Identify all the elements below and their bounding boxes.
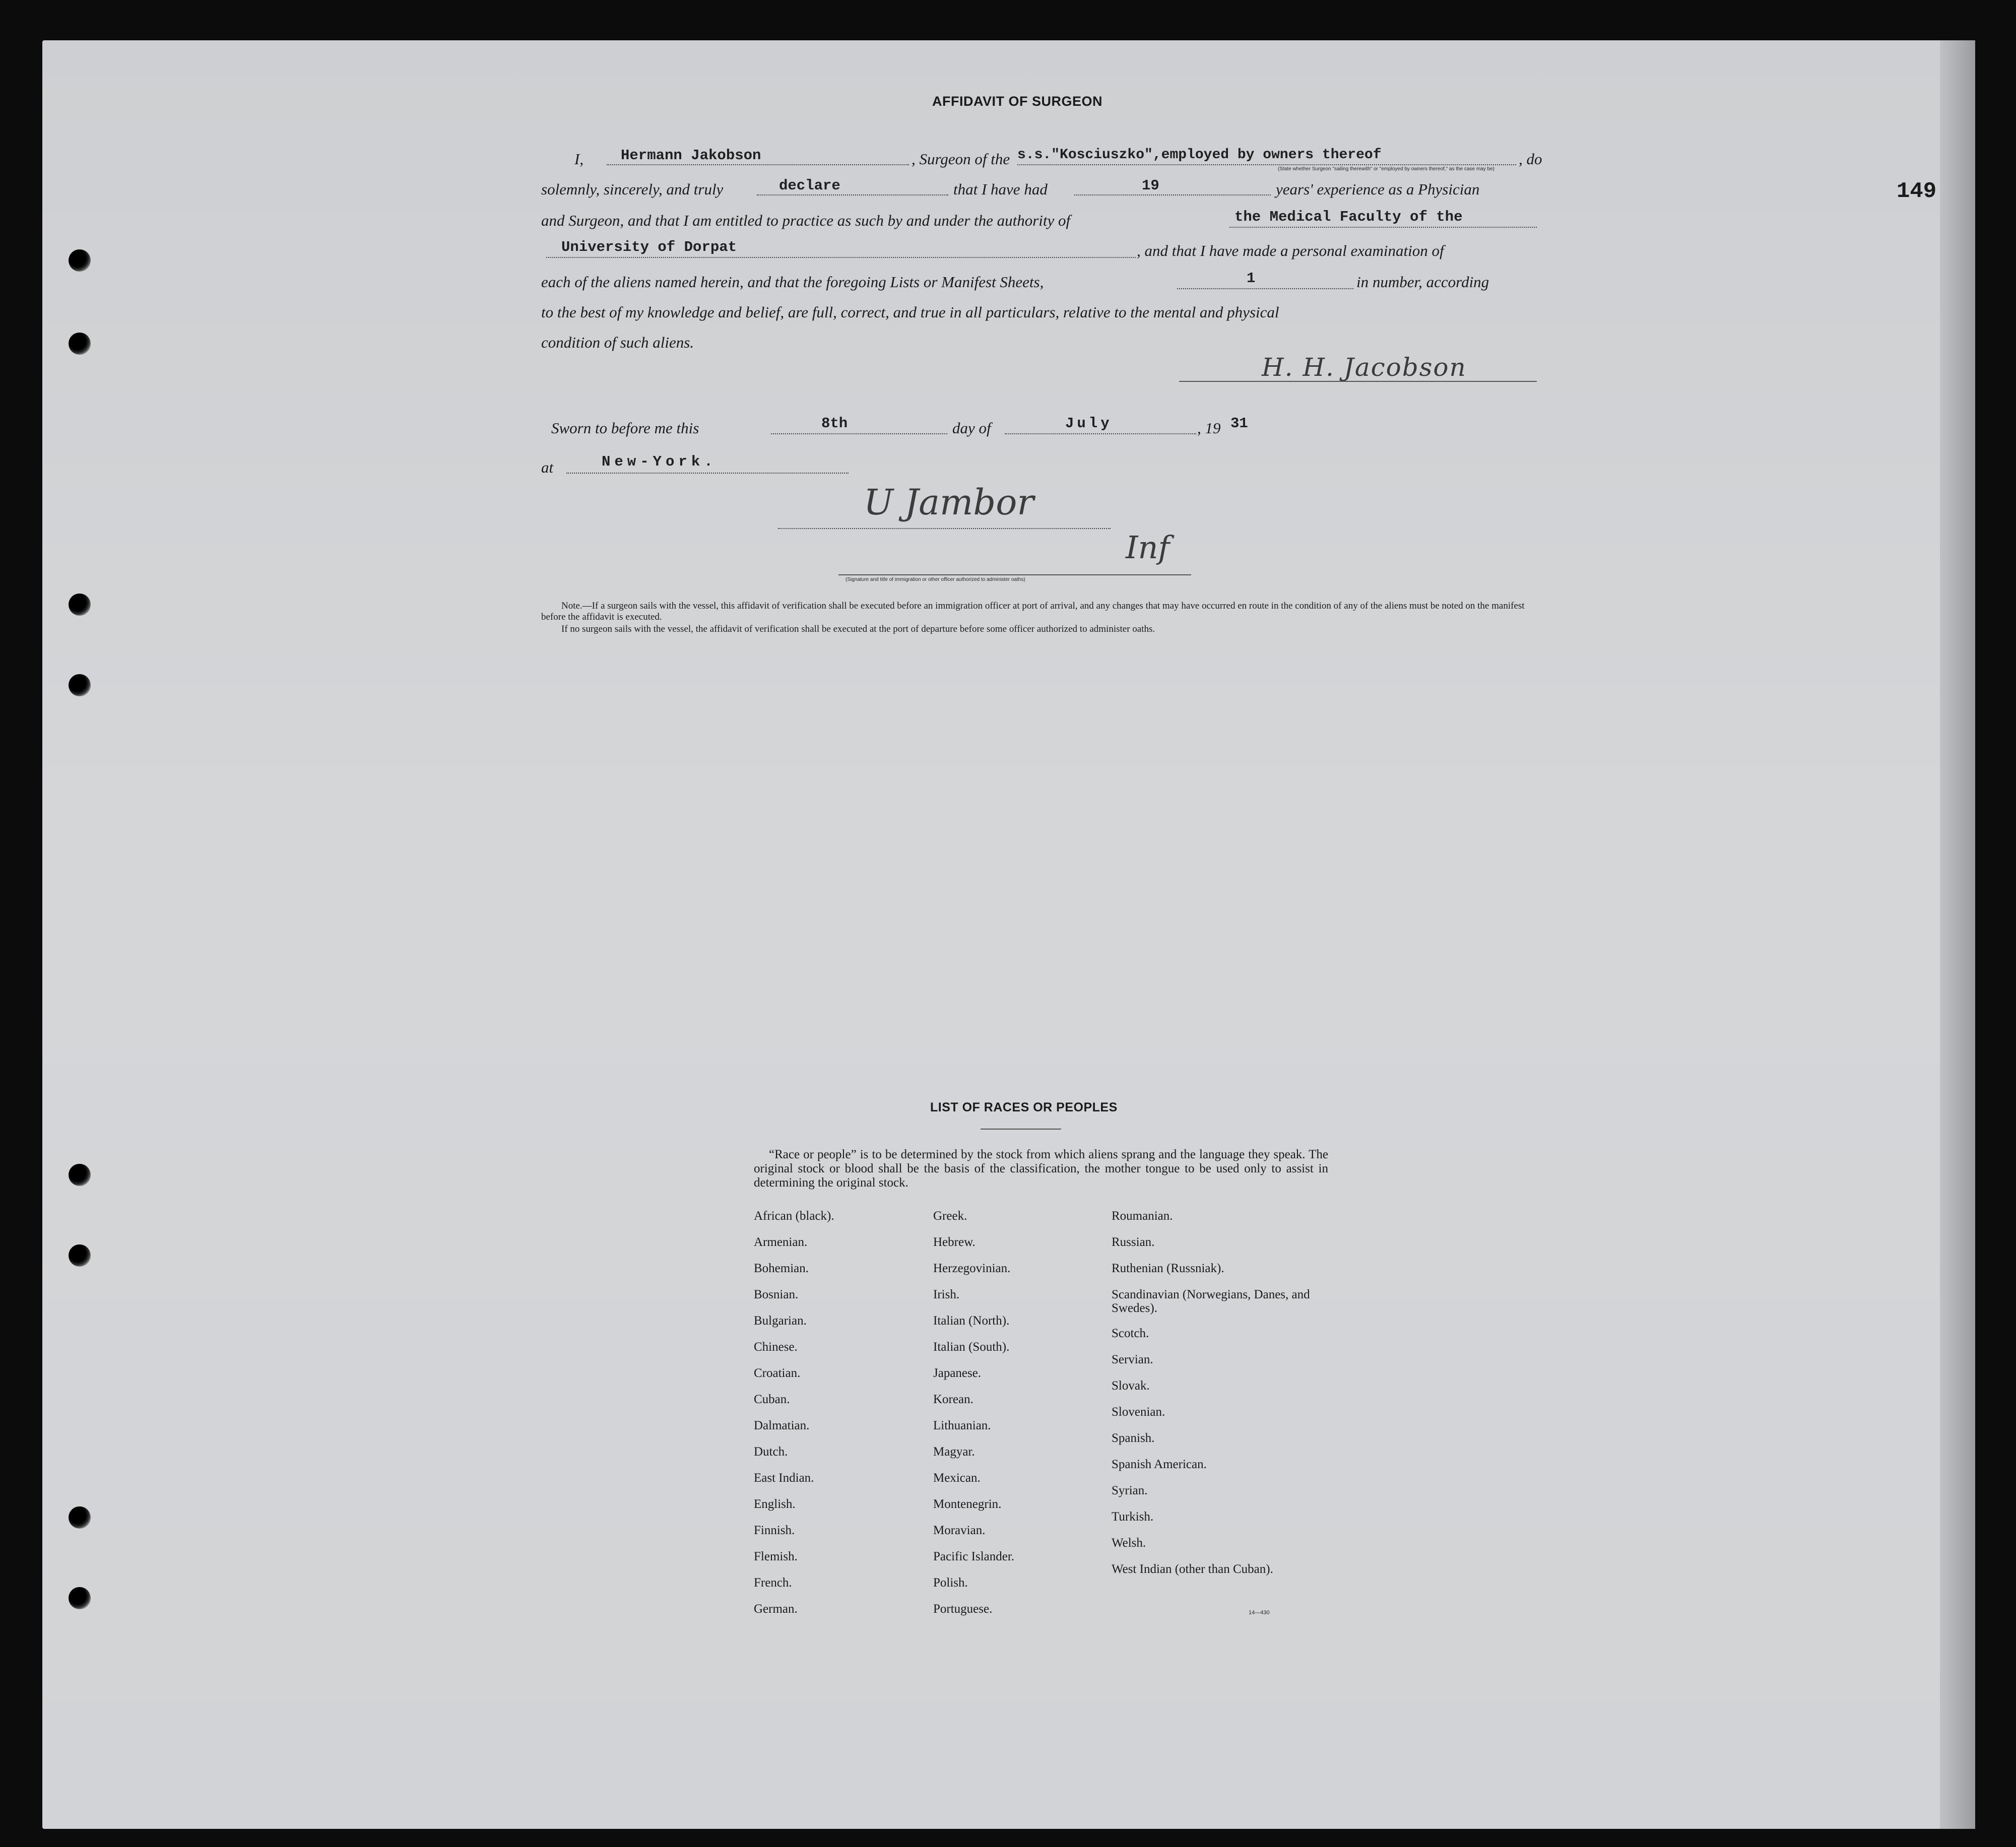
race-item: Dutch. bbox=[754, 1445, 788, 1459]
race-item: Syrian. bbox=[1112, 1484, 1148, 1497]
ship-name: s.s."Kosciuszko",employed by owners thereof bbox=[1017, 147, 1382, 163]
surgeon-signature: H. H. Jacobson bbox=[1262, 353, 1467, 382]
label-in-number: in number, according bbox=[1356, 273, 1489, 291]
race-item: Greek. bbox=[933, 1209, 967, 1223]
officer-signature: U Jambor bbox=[864, 482, 1034, 523]
sworn-place: New-York. bbox=[602, 453, 717, 470]
race-item: Spanish. bbox=[1112, 1431, 1155, 1445]
punch-hole bbox=[69, 1506, 91, 1529]
punch-hole bbox=[69, 1244, 91, 1267]
race-item: Pacific Islander. bbox=[933, 1550, 1015, 1563]
fill-line bbox=[757, 194, 948, 195]
authority-line1: the Medical Faculty of the bbox=[1234, 209, 1463, 225]
label-sworn: Sworn to before me this bbox=[551, 419, 699, 437]
sworn-day: 8th bbox=[821, 415, 848, 432]
years-experience: 19 bbox=[1142, 177, 1159, 194]
fill-line bbox=[607, 164, 909, 165]
races-column-1 bbox=[754, 1209, 920, 1628]
race-item: Russian. bbox=[1112, 1235, 1155, 1249]
fill-line bbox=[546, 257, 1136, 258]
label-and-surgeon: and Surgeon, and that I am entitled to practice as such by and under the authority of bbox=[541, 212, 1071, 229]
declare: declare bbox=[779, 177, 840, 194]
form-code: 14—430 bbox=[1249, 1610, 1270, 1616]
race-item: Moravian. bbox=[933, 1524, 986, 1537]
page-number: 149 bbox=[1897, 179, 1937, 204]
race-item: Servian. bbox=[1112, 1353, 1153, 1366]
race-item: Hebrew. bbox=[933, 1235, 976, 1249]
race-item: Welsh. bbox=[1112, 1536, 1146, 1550]
note-no-surgeon: If no surgeon sails with the vessel, the affidavit of verification shall be executed at the port of departure before some officer authorized to administer oaths. bbox=[561, 624, 1155, 634]
race-item: Scandinavian (Norwegians, Danes, and Swedes). bbox=[1112, 1288, 1310, 1315]
race-item: Slovenian. bbox=[1112, 1405, 1165, 1419]
label-have-had: that I have had bbox=[953, 180, 1048, 198]
title-underline bbox=[981, 1129, 1061, 1130]
race-item: Spanish American. bbox=[1112, 1458, 1207, 1471]
race-item: Polish. bbox=[933, 1576, 968, 1590]
race-item: Bulgarian. bbox=[754, 1314, 807, 1328]
sheets-count: 1 bbox=[1247, 270, 1256, 287]
label-i: I, bbox=[574, 150, 584, 168]
document-page bbox=[42, 40, 1975, 1829]
races-intro: “Race or people” is to be determined by the stock from which aliens sprang and the language they speak. The original stock or blood shall be the basis of the classification, the mother tongue to be used only to assist in determining the original stock. bbox=[754, 1148, 1328, 1190]
race-item: Cuban. bbox=[754, 1393, 790, 1406]
fill-line bbox=[1017, 164, 1516, 165]
race-item: Portuguese. bbox=[933, 1602, 993, 1616]
fill-line bbox=[1177, 288, 1353, 289]
race-item: Scotch. bbox=[1112, 1327, 1149, 1340]
race-item: Korean. bbox=[933, 1393, 973, 1406]
sworn-month: July bbox=[1065, 415, 1113, 432]
label-each-alien: each of the aliens named herein, and that the foregoing Lists or Manifest Sheets, bbox=[541, 273, 1044, 291]
race-item: Lithuanian. bbox=[933, 1419, 991, 1432]
race-item: Irish. bbox=[933, 1288, 960, 1301]
race-item: Finnish. bbox=[754, 1524, 795, 1537]
label-surgeon-of: , Surgeon of the bbox=[912, 150, 1010, 168]
race-item: Mexican. bbox=[933, 1471, 981, 1485]
note-surgeon-sails: Note.—If a surgeon sails with the vessel, this affidavit of verification shall be executed before an immigration officer at port of arrival, and any changes that may have occurred en route in the condition of any of the aliens must be noted on the manifest before the affidavit is executed. bbox=[541, 601, 1525, 622]
punch-hole bbox=[69, 333, 91, 355]
fill-line bbox=[771, 433, 947, 434]
label-solemnly: solemnly, sincerely, and truly bbox=[541, 180, 724, 198]
label-19: , 19 bbox=[1197, 419, 1221, 437]
race-item: German. bbox=[754, 1602, 798, 1616]
officer-note: (Signature and title of immigration or other officer authorized to administer oaths) bbox=[846, 577, 1025, 582]
race-item: Roumanian. bbox=[1112, 1209, 1173, 1223]
punch-hole bbox=[69, 1587, 91, 1609]
race-item: Bohemian. bbox=[754, 1262, 809, 1275]
race-item: French. bbox=[754, 1576, 792, 1590]
label-personal-exam: , and that I have made a personal examination of bbox=[1137, 242, 1444, 259]
race-item: West Indian (other than Cuban). bbox=[1112, 1562, 1273, 1576]
race-item: Flemish. bbox=[754, 1550, 798, 1563]
fill-line bbox=[1074, 194, 1271, 195]
signature-line bbox=[1179, 381, 1537, 382]
race-item: Ruthenian (Russniak). bbox=[1112, 1262, 1224, 1275]
label-years-exp: years' experience as a Physician bbox=[1276, 180, 1480, 198]
ship-note: (State whether Surgeon "sailing therewith" or "employed by owners thereof," as the case may be) bbox=[1278, 166, 1494, 172]
page-edge bbox=[1940, 40, 1975, 1829]
race-item: Chinese. bbox=[754, 1340, 798, 1354]
fill-line bbox=[1005, 433, 1196, 434]
race-item: East Indian. bbox=[754, 1471, 814, 1485]
punch-hole bbox=[69, 674, 91, 696]
race-item: Herzegovinian. bbox=[933, 1262, 1011, 1275]
officer-initials: Inf bbox=[1126, 529, 1170, 566]
race-item: Croatian. bbox=[754, 1366, 801, 1380]
authority-line2: University of Dorpat bbox=[561, 239, 737, 255]
label-best-knowledge: to the best of my knowledge and belief, are full, correct, and true in all particulars, relative to the mental and physical bbox=[541, 303, 1279, 321]
races-title: LIST OF RACES OR PEOPLES bbox=[930, 1100, 1118, 1114]
fill-line bbox=[1229, 227, 1537, 228]
races-column-3 bbox=[1112, 1209, 1313, 1589]
punch-hole bbox=[69, 1164, 91, 1186]
fill-line bbox=[566, 473, 849, 474]
punch-hole bbox=[69, 249, 91, 272]
race-item: Montenegrin. bbox=[933, 1497, 1002, 1511]
race-item: Turkish. bbox=[1112, 1510, 1154, 1524]
officer-signature-line bbox=[838, 574, 1191, 575]
race-item: Magyar. bbox=[933, 1445, 975, 1459]
punch-hole bbox=[69, 593, 91, 616]
races-column-2 bbox=[933, 1209, 1099, 1628]
race-item: Dalmatian. bbox=[754, 1419, 810, 1432]
sworn-year: 31 bbox=[1230, 415, 1248, 432]
label-condition: condition of such aliens. bbox=[541, 334, 694, 351]
label-day-of: day of bbox=[952, 419, 991, 437]
label-do: , do bbox=[1519, 150, 1542, 168]
race-item: Japanese. bbox=[933, 1366, 982, 1380]
race-item: Slovak. bbox=[1112, 1379, 1150, 1393]
race-item: African (black). bbox=[754, 1209, 834, 1223]
race-item: Armenian. bbox=[754, 1235, 808, 1249]
race-item: Italian (North). bbox=[933, 1314, 1010, 1328]
affidavit-title: AFFIDAVIT OF SURGEON bbox=[932, 94, 1102, 109]
race-item: Bosnian. bbox=[754, 1288, 799, 1301]
race-item: Italian (South). bbox=[933, 1340, 1010, 1354]
race-item: English. bbox=[754, 1497, 796, 1511]
surgeon-name: Hermann Jakobson bbox=[621, 147, 761, 164]
label-at: at bbox=[541, 458, 554, 476]
fill-line bbox=[778, 528, 1111, 529]
